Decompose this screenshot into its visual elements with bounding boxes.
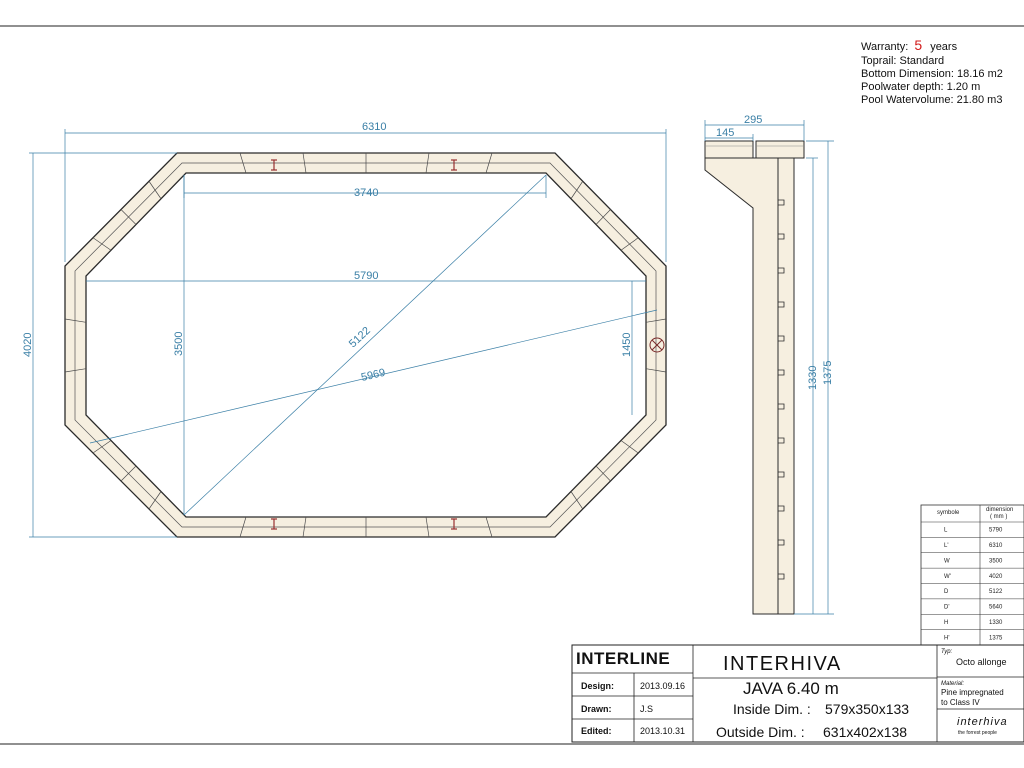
interhiva-tagline: the forrest people bbox=[958, 730, 997, 736]
bottom-dimension-spec: Bottom Dimension: 18.16 m2 bbox=[861, 68, 1003, 80]
warranty-unit: years bbox=[930, 41, 958, 53]
warranty-label: Warranty: bbox=[861, 41, 909, 53]
design-label: Design: bbox=[581, 681, 615, 691]
edited-value: 2013.10.31 bbox=[640, 726, 686, 736]
warranty-value: 5 bbox=[914, 37, 923, 53]
outside-dim-label: Outside Dim. : bbox=[716, 724, 805, 740]
table-cell-value: 1375 bbox=[989, 635, 1003, 642]
wall-plank bbox=[778, 158, 794, 614]
dim-wall-height: 1330 bbox=[807, 365, 819, 390]
table-cell-symbol: L' bbox=[944, 543, 949, 550]
table-cell-value: 4020 bbox=[989, 573, 1003, 580]
table-cell-symbol: H' bbox=[944, 635, 950, 642]
table-header-unit: ( mm ) bbox=[990, 514, 1008, 520]
dim-overall-width: 4020 bbox=[22, 332, 34, 357]
dim-total-height: 1375 bbox=[822, 360, 834, 385]
material-line-2: to Class IV bbox=[941, 698, 980, 707]
dim-rail-width: 145 bbox=[716, 127, 735, 139]
inside-dim-label: Inside Dim. : bbox=[733, 701, 811, 717]
interline-logo: INTERLINE bbox=[576, 649, 671, 668]
poolwater-depth-spec: Poolwater depth: 1.20 m bbox=[861, 81, 981, 93]
table-cell-value: 1330 bbox=[989, 619, 1003, 626]
table-cell-symbol: W bbox=[944, 558, 950, 565]
inside-dim-value: 579x350x133 bbox=[825, 701, 910, 717]
title-block bbox=[572, 645, 1024, 742]
toprail-left bbox=[705, 141, 753, 158]
material-label: Material: bbox=[941, 681, 965, 687]
dim-inner-length: 5790 bbox=[354, 270, 379, 282]
dim-diagonal-outer: 5969 bbox=[359, 366, 387, 384]
dim-straight-side: 3740 bbox=[354, 187, 379, 199]
drawn-value: J.S bbox=[640, 704, 654, 714]
toprail-right bbox=[756, 141, 804, 158]
dim-skimmer-offset: 1450 bbox=[621, 332, 633, 357]
table-header-symbol: symbole bbox=[937, 510, 960, 516]
table-cell-symbol: H bbox=[944, 619, 949, 626]
pool-watervolume-spec: Pool Watervolume: 21.80 m3 bbox=[861, 94, 1003, 106]
outside-dim-value: 631x402x138 bbox=[823, 724, 908, 740]
dim-diagonal-inner: 5122 bbox=[346, 324, 373, 351]
typ-label: Typ: bbox=[941, 649, 953, 655]
table-header-dimension: dimension bbox=[986, 507, 1014, 513]
ibeam-marks bbox=[271, 160, 457, 529]
table-cell-value: 3500 bbox=[989, 558, 1003, 565]
table-cell-value: 5640 bbox=[989, 604, 1003, 611]
dim-top-width: 295 bbox=[744, 114, 763, 126]
dimension-table bbox=[921, 505, 1024, 645]
table-cell-symbol: W' bbox=[944, 573, 951, 580]
brand-name: INTERHIVA bbox=[723, 653, 842, 675]
model-name: JAVA 6.40 m bbox=[743, 679, 839, 698]
wall-bracket bbox=[705, 158, 778, 614]
table-cell-symbol: D bbox=[944, 589, 949, 596]
table-cell-value: 5122 bbox=[989, 589, 1003, 596]
wall-section-view bbox=[705, 141, 804, 614]
table-cell-value: 6310 bbox=[989, 543, 1003, 550]
pool-specs bbox=[861, 37, 1003, 106]
table-cell-symbol: D' bbox=[944, 604, 950, 611]
interhiva-logo: interhiva bbox=[957, 716, 1008, 728]
drawn-label: Drawn: bbox=[581, 704, 612, 714]
table-cell-symbol: L bbox=[944, 527, 948, 534]
svg-text:Warranty: 5 years bbox=[861, 37, 958, 53]
toprail-spec: Toprail: Standard bbox=[861, 55, 945, 67]
typ-value: Octo allonge bbox=[956, 657, 1007, 667]
dim-overall-length: 6310 bbox=[362, 121, 387, 133]
design-value: 2013.09.16 bbox=[640, 681, 686, 691]
table-cell-value: 5790 bbox=[989, 527, 1003, 534]
dim-inner-width: 3500 bbox=[173, 331, 185, 356]
material-line-1: Pine impregnated bbox=[941, 688, 1004, 697]
edited-label: Edited: bbox=[581, 726, 612, 736]
